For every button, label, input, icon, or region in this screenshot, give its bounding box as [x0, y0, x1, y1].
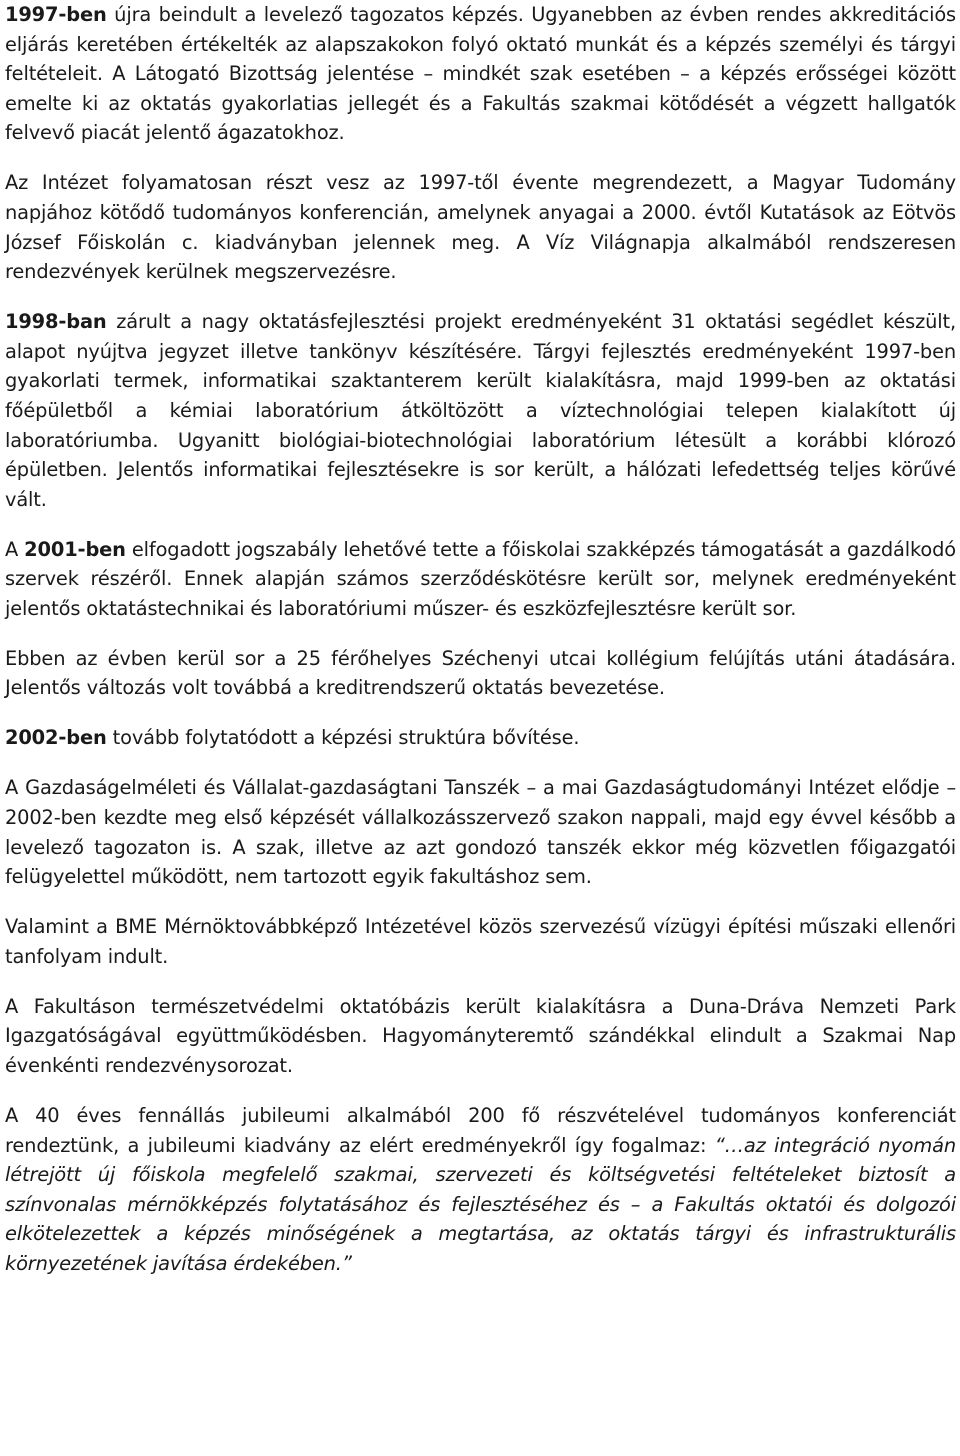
paragraph-dormitory: Ebben az évben kerül sor a 25 férőhelyes Széchenyi utcai kollégium felújítás utáni átadására. Jelentős változás volt továbbá a kreditrendszerű oktatás bevezetése. [5, 646, 956, 700]
paragraph-2002 [5, 723, 956, 753]
paragraph-1998 [5, 307, 956, 514]
paragraph-1997-text: újra beindult a levelező tagozatos képzés. Ugyanebben az évben rendes akkreditációs eljárás keretében értékelték az alapszakokon folyó oktató munkát és a képzés személyi és tárgyi feltételeit. A Látogató Bizottság jelentése – mindkét szak esetében – a képzés erősségei között emelte ki az oktatás gyakorlatias jellegét és a Fakultás szakmai kötődését a végzett hallgatók felvevő piacát jelentő ágazatokhoz. [5, 3, 956, 145]
paragraph-2001-text: elfogadott jogszabály lehetővé tette a főiskolai szakképzés támogatását a gazdálkodó szervek részéről. Ennek alapján számos szerződéskötésre került sor, melynek eredményeként jelentős oktatástechnikai és laboratóriumi műszer- és eszközfejlesztésre került sor. [5, 537, 956, 620]
paragraph-2001 [5, 535, 956, 624]
year-1997: 1997-ben [5, 3, 107, 26]
jubilee-quote: “…az integráció nyomán létrejött új főiskola megfelelő szakmai, szervezeti és költségvetési feltételeket biztosít a színvonalas mérnökképzés folytatásához és fejlesztéséhez és – a Fakultás oktatói és dolgozói elkötelezettek a képzés minőségének a megtartása, az oktatás tárgyi és infrastrukturális környezetének javítása érdekében.” [5, 1133, 956, 1275]
paragraph-2001-prefix: A [5, 537, 25, 561]
paragraph-nature-base: A Fakultáson természetvédelmi oktatóbázis került kialakításra a Duna-Dráva Nemzeti Park Igazgatóságával együttműködésben. Hagyományteremtő szándékkal elindult a Szakmai Nap évenkénti rendezvénysorozat. [5, 994, 956, 1077]
year-2001: 2001-ben [24, 537, 126, 561]
paragraph-1998-text: zárult a nagy oktatásfejlesztési projekt eredményeként 31 oktatási segédlet készült, alapot nyújtva jegyzet illetve tankönyv készítésére. Tárgyi fejlesztés eredményeként 1997-ben gyakorlati termek, informatikai szaktanterem került kialakításra, majd 1999-ben az oktatási főépületből a kémiai laboratórium átköltözött a víztechnológiai telepen kialakított új laboratóriumba. Ugyanitt biológiai-biotechnológiai laboratórium létesült a korábbi klórozó épületben. Jelentős informatikai fejlesztésekre is sor került, a hálózati lefedettség teljes körűvé vált. [5, 310, 956, 511]
year-1998: 1998-ban [5, 310, 107, 334]
paragraph-jubilee [5, 1101, 956, 1279]
paragraph-bme-course: Valamint a BME Mérnöktovábbképző Intézetével közös szervezésű vízügyi építési műszaki ellenőri tanfolyam indult. [5, 915, 956, 968]
year-2002: 2002-ben [5, 726, 107, 750]
paragraph-jubilee-text: A 40 éves fennállás jubileumi alkalmából 200 fő részvételével tudományos konferenciát rendeztünk, a jubileumi kiadvány az elért eredményekről így fogalmaz: [5, 1103, 956, 1157]
paragraph-economics-department: A Gazdaságelméleti és Vállalat-gazdaságtani Tanszék – a mai Gazdaságtudományi Intézet elődje – 2002-ben kezdte meg első képzését vállalkozásszervező szakon nappali, majd egy évvel később a levelező tagozaton is. A szak, illetve az azt gondozó tanszék ekkor még közvetlen főigazgatói felügyelettel működött, nem tartozott egyik fakultáshoz sem. [5, 776, 956, 889]
paragraph-institute-conference: Az Intézet folyamatosan részt vesz az 1997-től évente megrendezett, a Magyar Tudomány napjához kötődő tudományos konferencián, amelynek anyagai a 2000. évtől Kutatások az Eötvös József Főiskolán c. kiadványban jelennek meg. A Víz Világnapja alkalmából rendszeresen rendezvények kerülnek megszervezésre. [5, 171, 956, 284]
paragraph-1997 [5, 0, 956, 148]
paragraph-2002-text: tovább folytatódott a képzési struktúra bővítése. [106, 726, 580, 750]
